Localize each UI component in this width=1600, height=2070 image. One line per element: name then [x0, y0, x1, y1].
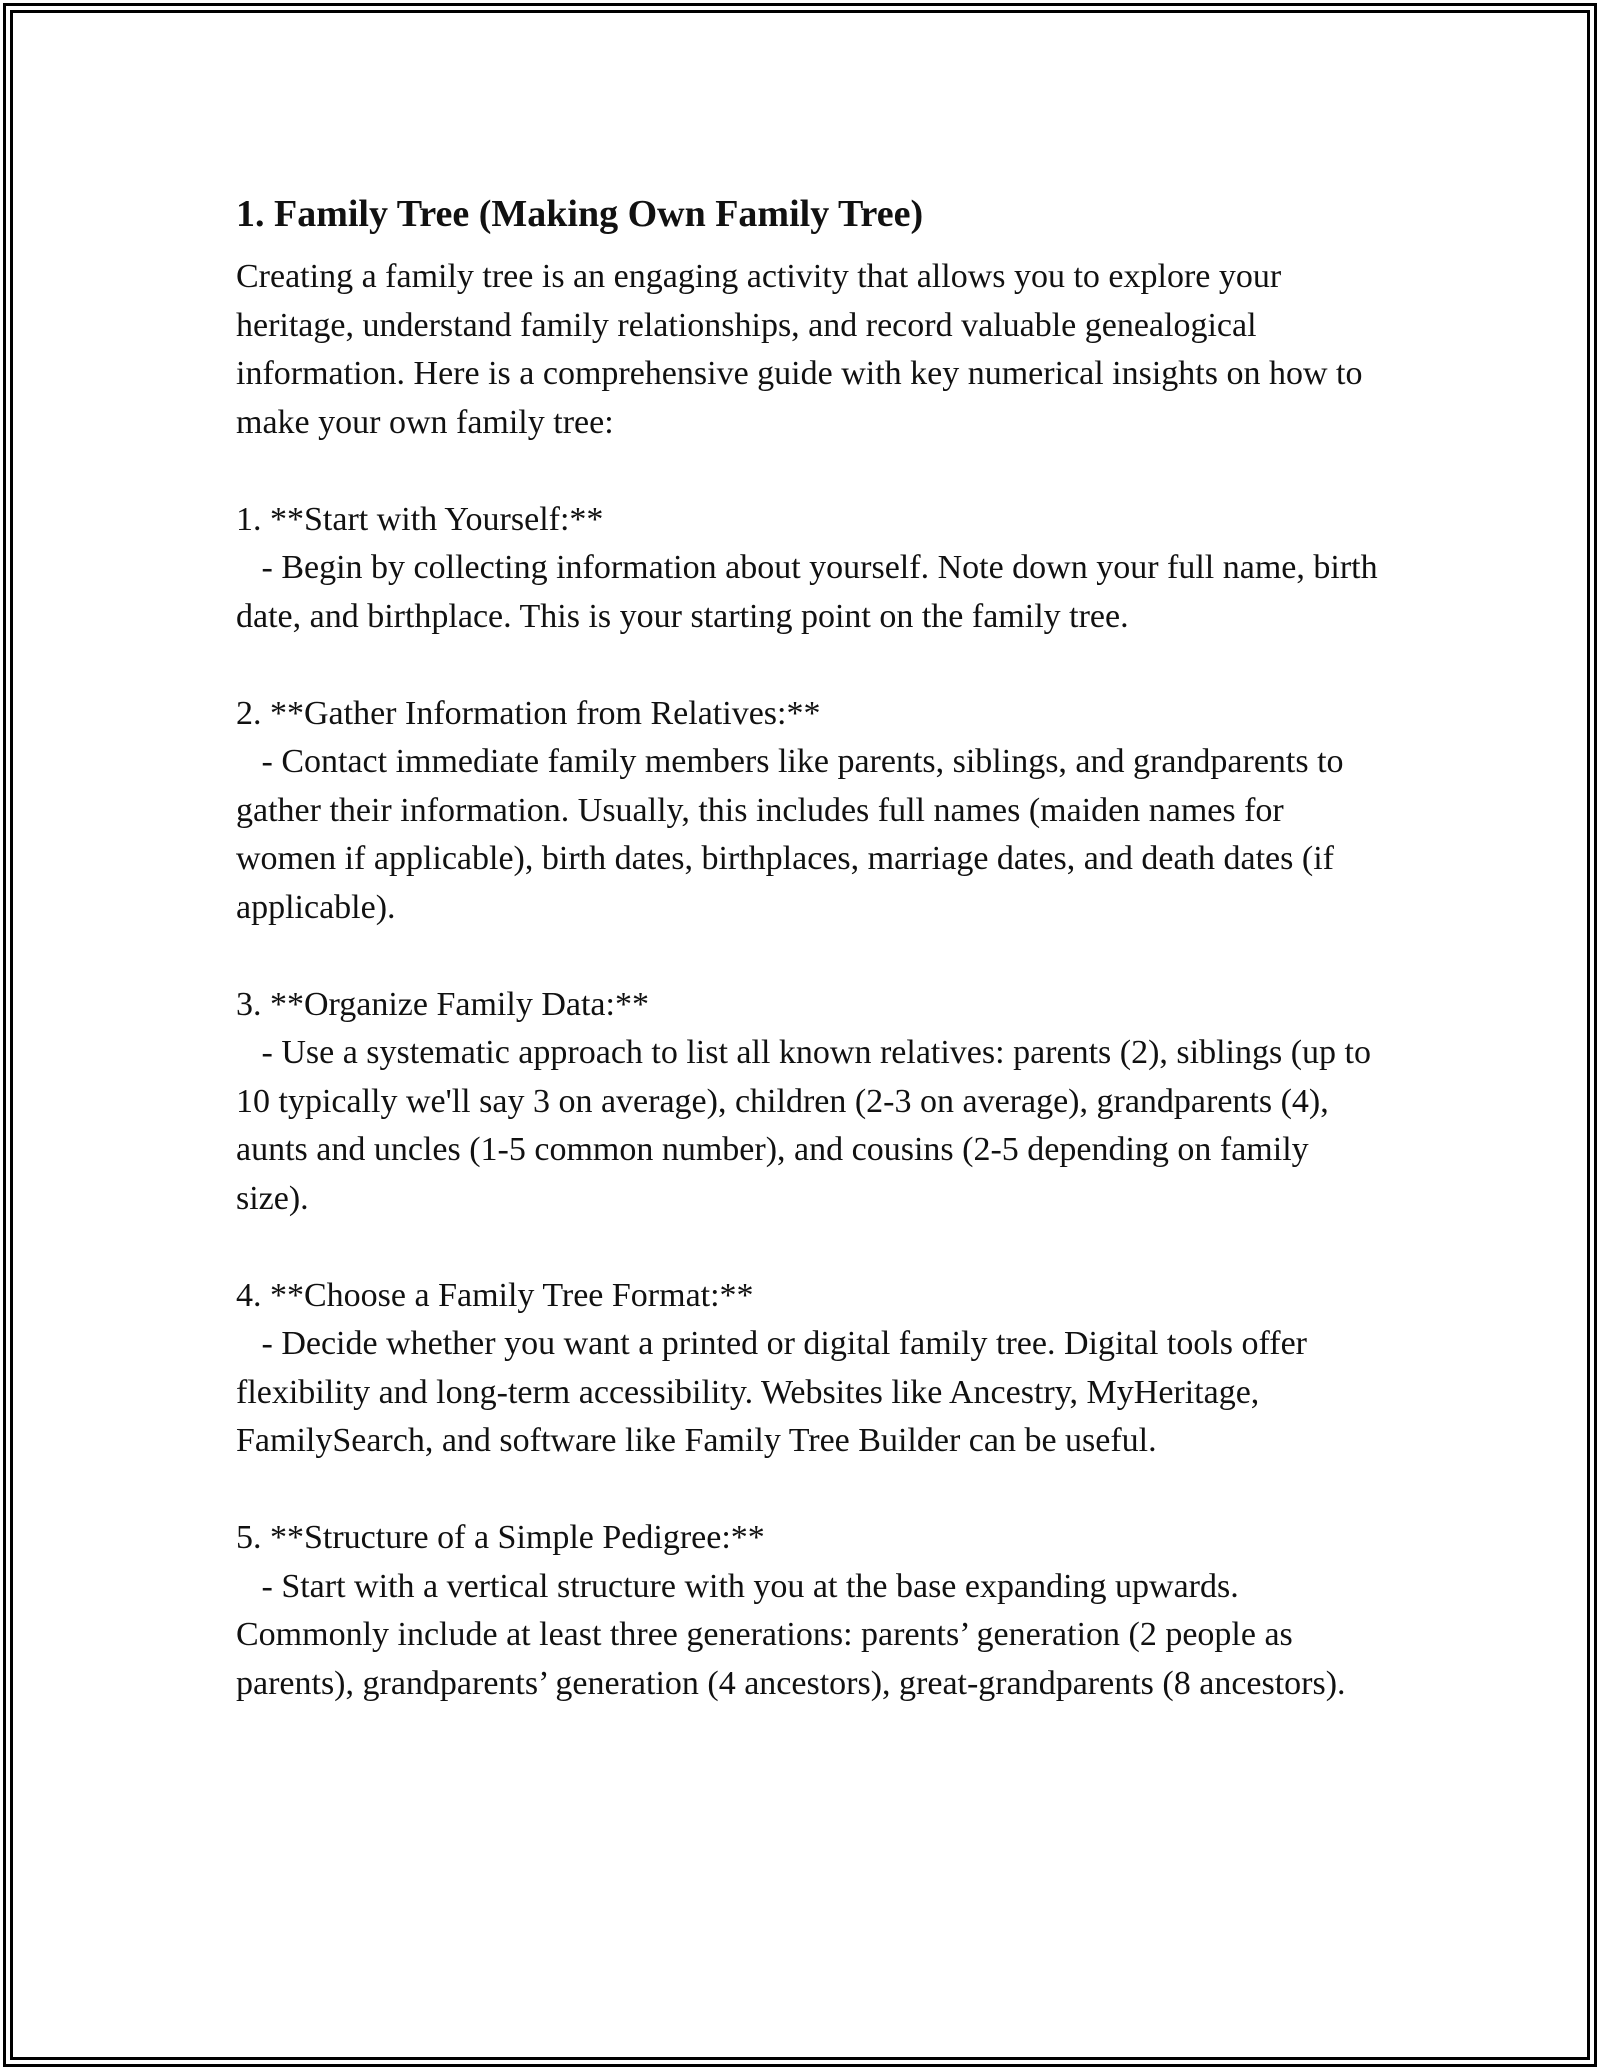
step-item: [236, 981, 1386, 1224]
step-text: - Begin by collecting information about yourself. Note down your full name, birth date, and birthplace. This is your starting point on the family tree.: [236, 549, 1378, 635]
step-heading: 5. **Structure of a Simple Pedigree:**: [236, 1519, 765, 1556]
step-text: - Contact immediate family members like parents, siblings, and grandparents to gather their information. Usually, this includes full names (maiden names for women if applicable), birth dates, birthplaces, marriage dates, and death dates (if applicable).: [236, 743, 1344, 926]
step-item: [236, 496, 1386, 642]
step-heading: 4. **Choose a Family Tree Format:**: [236, 1276, 754, 1314]
step-text: - Use a systematic approach to list all known relatives: parents (2), siblings (up to 10 typically we'll say 3 on average), children (2-3 on average), grandparents (4), aunts and uncles (1-5 common number), and cousins (2-5 depending on family size).: [236, 1034, 1371, 1217]
step-text: - Decide whether you want a printed or digital family tree. Digital tools offer flexibility and long-term accessibility. Websites like Ancestry, MyHeritage, FamilySearch, and software like Family Tree Builder can be useful.: [236, 1325, 1307, 1459]
step-heading: 1. **Start with Yourself:**: [236, 500, 604, 538]
step-item: [236, 1272, 1386, 1466]
step-heading: 2. **Gather Information from Relatives:**: [236, 694, 821, 732]
intro-paragraph: Creating a family tree is an engaging activity that allows you to explore your heritage, understand family relationships, and record valuable genealogical information. Here is a comprehensive guide with key numerical insights on how to make your own family tree:: [236, 258, 1363, 441]
step-heading: 3. **Organize Family Data:**: [236, 985, 649, 1023]
document-title: 1. Family Tree (Making Own Family Tree): [236, 193, 924, 235]
document-body: [236, 183, 1386, 1708]
step-item: [236, 690, 1386, 933]
step-text: - Start with a vertical structure with you at the base expanding upwards. Commonly include at least three generations: parents’ generation (2 people as parents), grandparents’ generation (4 ancestors), great-grandparents (8 ancestors).: [236, 1567, 1346, 1702]
step-item: [236, 1514, 1386, 1708]
